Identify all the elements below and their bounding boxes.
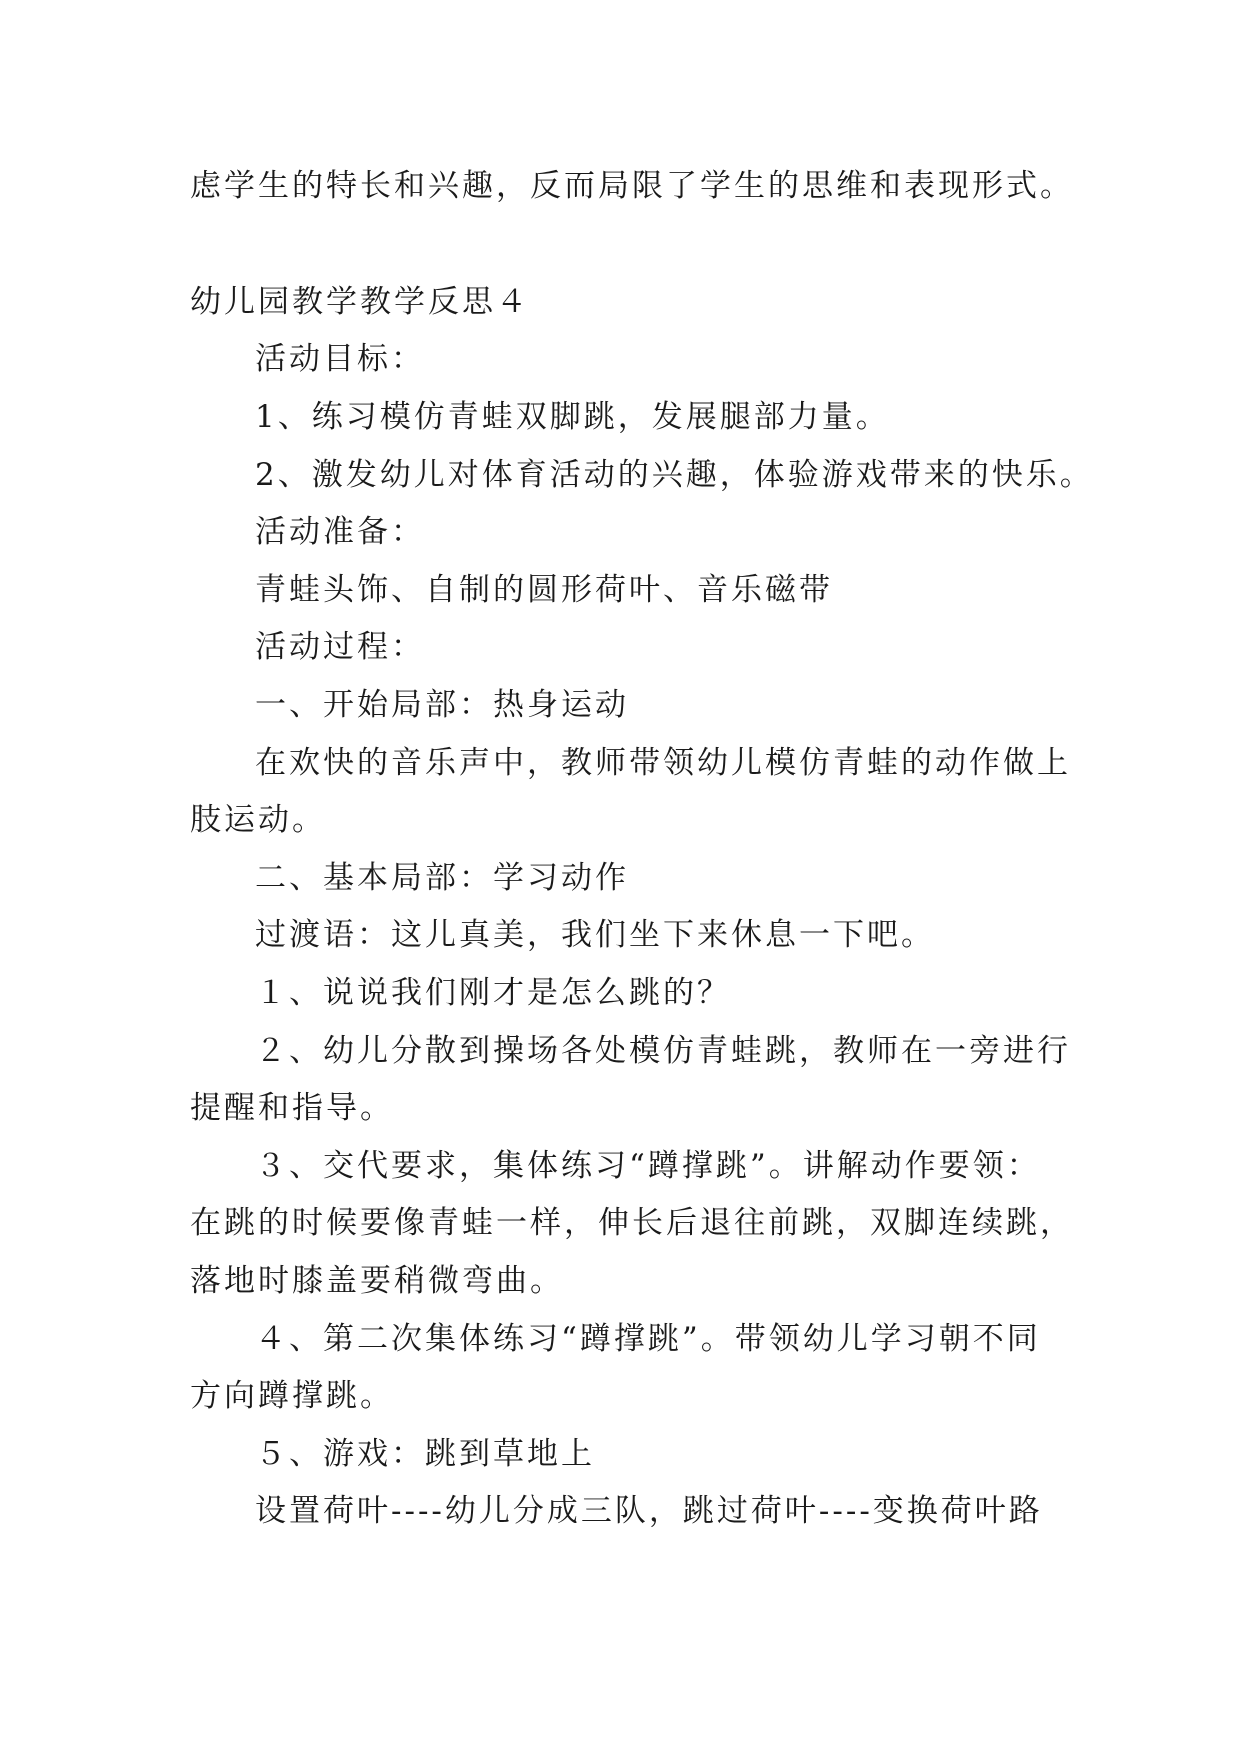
subheading: 一、开始局部：热身运动 xyxy=(255,687,629,723)
subheading: 活动过程： xyxy=(255,629,425,665)
body-text-line: 青蛙头饰、自制的圆形荷叶、音乐磁带 xyxy=(255,572,833,608)
body-text-line: 设置荷叶----幼儿分成三队，跳过荷叶----变换荷叶路 xyxy=(255,1493,1043,1529)
body-text-line: 肢运动。 xyxy=(190,802,326,838)
body-text-line: 方向蹲撑跳。 xyxy=(190,1378,394,1414)
body-text-line: 在跳的时候要像青蛙一样，伸长后退往前跳，双脚连续跳， xyxy=(190,1205,1074,1241)
subheading: 活动目标： xyxy=(255,341,425,377)
list-item: ３、交代要求，集体练习“蹲撑跳”。讲解动作要领： xyxy=(255,1148,1041,1184)
subheading: 活动准备： xyxy=(255,514,425,550)
list-item: 2、激发幼儿对体育活动的兴趣，体验游戏带来的快乐。 xyxy=(255,457,1094,493)
list-item: ５、游戏：跳到草地上 xyxy=(255,1436,595,1472)
body-text-line: 提醒和指导。 xyxy=(190,1090,394,1126)
list-item: 1、练习模仿青蛙双脚跳，发展腿部力量。 xyxy=(255,399,890,435)
body-text-line: 落地时膝盖要稍微弯曲。 xyxy=(190,1263,564,1299)
body-text-line: 虑学生的特长和兴趣，反而局限了学生的思维和表现形式。 xyxy=(190,168,1074,204)
section-heading: 幼儿园教学教学反思４ xyxy=(190,284,530,320)
list-item: ４、第二次集体练习“蹲撑跳”。带领幼儿学习朝不同 xyxy=(255,1321,1041,1357)
subheading: 二、基本局部：学习动作 xyxy=(255,860,629,896)
list-item: ２、幼儿分散到操场各处模仿青蛙跳，教师在一旁进行 xyxy=(255,1033,1071,1069)
body-text-line: 在欢快的音乐声中，教师带领幼儿模仿青蛙的动作做上 xyxy=(255,745,1071,781)
list-item: １、说说我们刚才是怎么跳的？ xyxy=(255,975,731,1011)
body-text-line: 过渡语：这儿真美，我们坐下来休息一下吧。 xyxy=(255,917,935,953)
